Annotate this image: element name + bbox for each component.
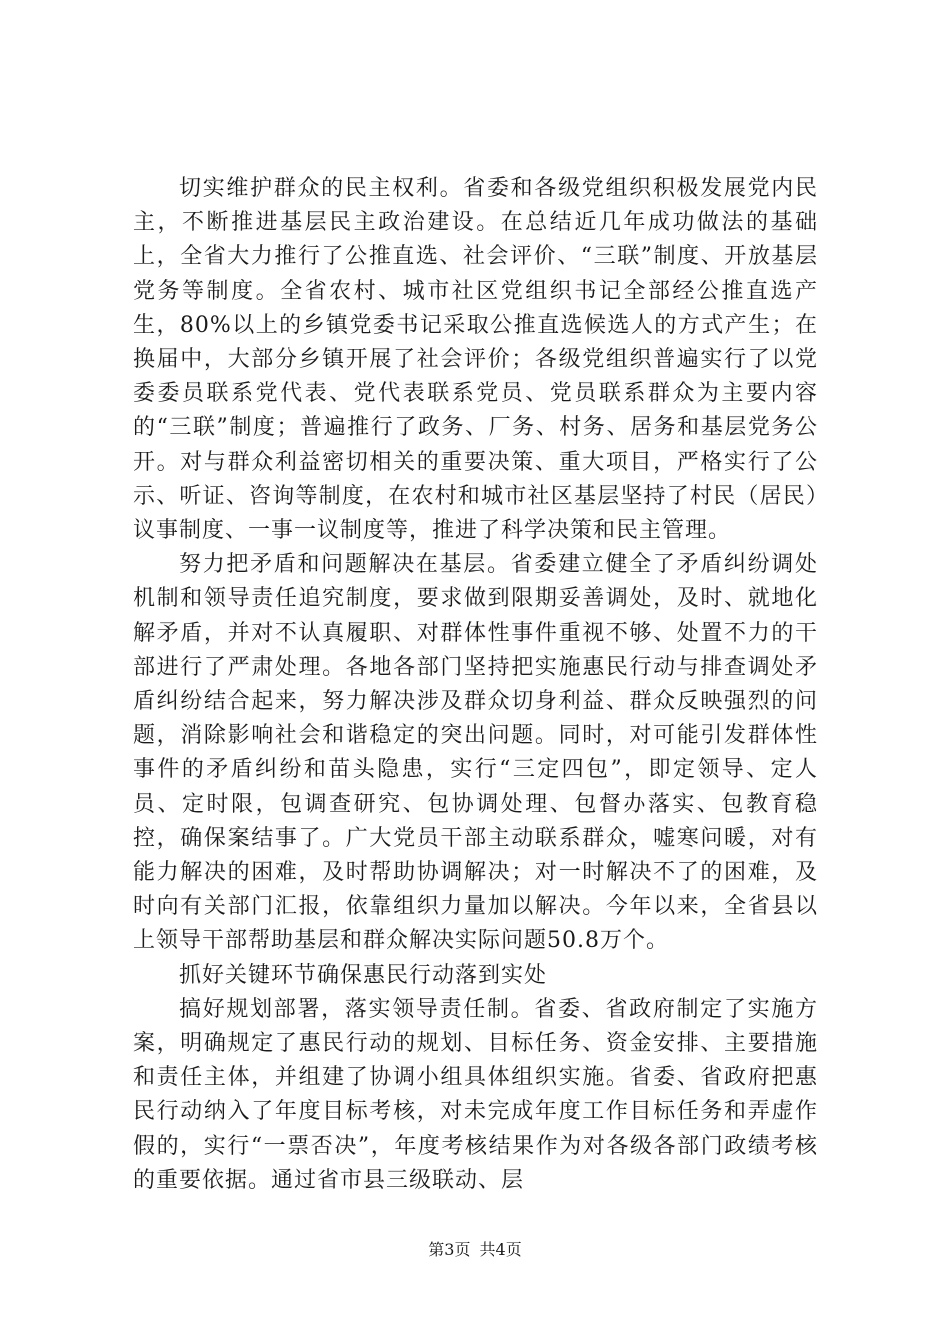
paragraph-planning: 搞好规划部署，落实领导责任制。省委、省政府制定了实施方案，明确规定了惠民行动的规划、目标任务、资金安排、主要措施和责任主体，并组建了协调小组具体组织实施。省委、省政府把惠民行动纳入了年度目标考核，对未完成年度工作目标任务和弄虚作假的，实行“一票否决”，年度考核结果作为对各级各部门政绩考核的重要依据。通过省市县三级联动、层 [133, 996, 818, 1193]
paragraph-democratic-rights: 切实维护群众的民主权利。省委和各级党组织积极发展党内民主，不断推进基层民主政治建设。在总结近几年成功做法的基础上，全省大力推行了公推直选、社会评价、“三联”制度、开放基层党务等制度。全省农村、城市社区党组织书记全部经公推直选产生，80%以上的乡镇党委书记采取公推直选候选人的方式产生；在换届中，大部分乡镇开展了社会评价；各级党组织普遍实行了以党委委员联系党代表、党代表联系党员、党员联系群众为主要内容的“三联”制度；普遍推行了政务、厂务、村务、居务和基层党务公开。对与群众利益密切相关的重要决策、重大项目，严格实行了公示、听证、咨询等制度，在农村和城市社区基层坚持了村民（居民）议事制度、一事一议制度等，推进了科学决策和民主管理。 [133, 176, 818, 544]
page-number: 第3页 [428, 1240, 471, 1259]
page-total: 共4页 [479, 1240, 522, 1259]
paragraph-resolve-conflicts: 努力把矛盾和问题解决在基层。省委建立健全了矛盾纠纷调处机制和领导责任追究制度，要求做到限期妥善调处，及时、就地化解矛盾，并对不认真履职、对群体性事件重视不够、处置不力的干部进行了严肃处理。各地各部门坚持把实施惠民行动与排查调处矛盾纠纷结合起来，努力解决涉及群众切身利益、群众反映强烈的问题，消除影响社会和谐稳定的突出问题。同时，对可能引发群体性事件的矛盾纠纷和苗头隐患，实行“三定四包”，即定领导、定人员、定时限，包调查研究、包协调处理、包督办落实、包教育稳控，确保案结事了。广大党员干部主动联系群众，嘘寒问暖，对有能力解决的困难，及时帮助协调解决；对一时解决不了的困难，及时向有关部门汇报，依靠组织力量加以解决。今年以来，全省县以上领导干部帮助基层和群众解决实际问题50.8万个。 [133, 552, 818, 954]
page-footer [0, 1240, 950, 1260]
section-heading: 抓好关键环节确保惠民行动落到实处 [179, 962, 548, 988]
document-body [133, 172, 818, 1198]
